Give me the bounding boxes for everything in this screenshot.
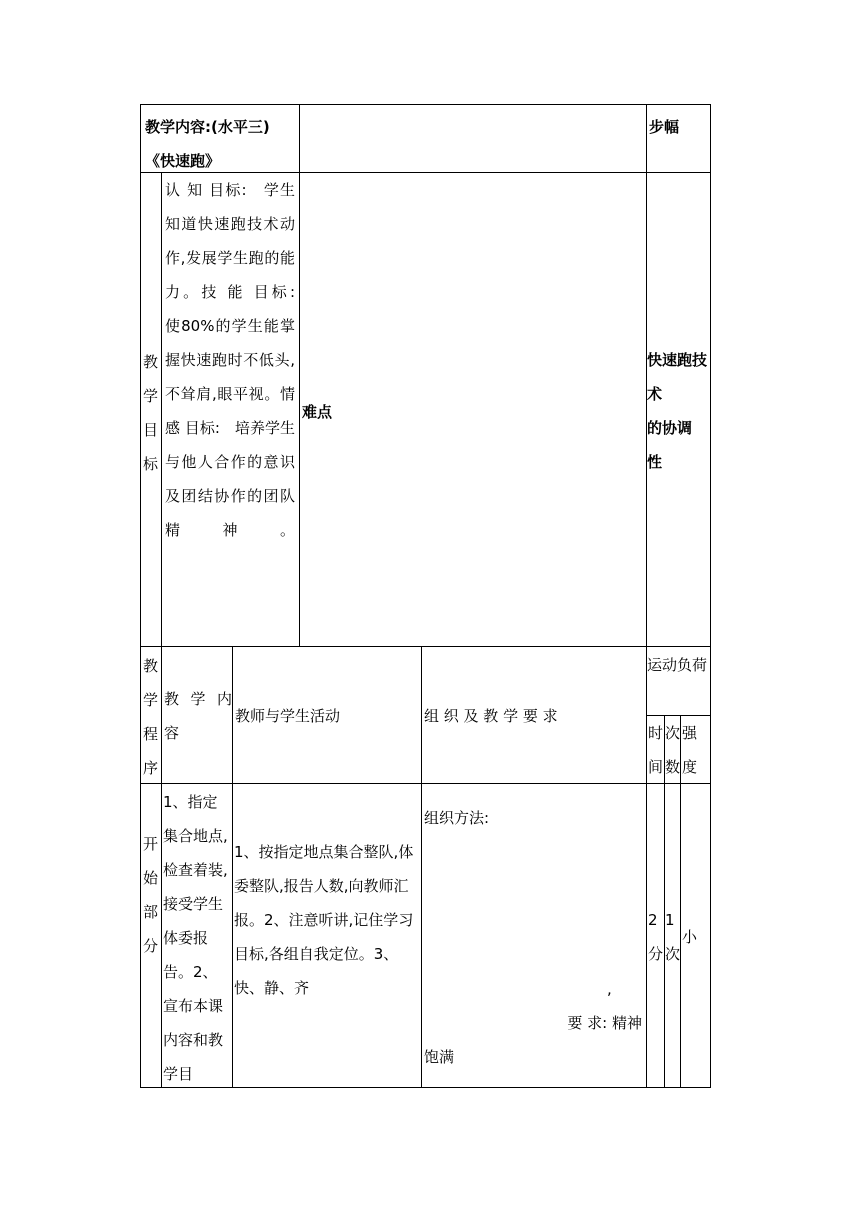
objectives-label-cell: 教学目标 xyxy=(140,172,162,647)
count-header-cell: 次数 xyxy=(664,715,681,784)
stride-label-cell: 步幅 xyxy=(646,104,711,173)
objectives-text-cell: 认 知 目标: 学生知道快速跑技术动作,发展学生跑的能力。技 能 目标: 使80%的学生能掌握快速跑时不低头,不耸肩,眼平视。情 感 目标: 培养学生与他人合作的意识及团结协作的团队精神。 xyxy=(161,172,300,647)
start-intensity-cell: 小 xyxy=(680,783,711,1088)
requirement-continuation-text: 饱满 xyxy=(424,1048,455,1066)
time-header-cell: 时间 xyxy=(646,715,665,784)
requirement-text: 要 求: 精神 xyxy=(567,1014,642,1032)
difficulty-label-cell: 难点 xyxy=(299,172,647,647)
org-method-text: 组织方法: xyxy=(424,809,490,827)
start-section-label-cell: 开始部分 xyxy=(140,783,162,1088)
comma-mark: , xyxy=(607,980,612,998)
start-content-cell: 1、指定集合地点,检查着装,接受学生体委报告。2、宣布本课内容和教学目 xyxy=(161,783,233,1088)
difficulty-text-cell: 快速跑技术 的协调 性 xyxy=(646,172,711,647)
start-count-cell: 1次 xyxy=(664,783,681,1088)
activities-header-cell: 教师与学生活动 xyxy=(232,646,422,784)
content-title-cell: 教学内容:(水平三) 《快速跑》 xyxy=(140,104,300,173)
load-header-cell: 运动负荷 xyxy=(646,646,711,716)
intensity-header-cell: 强度 xyxy=(680,715,711,784)
content-header-cell: 教 学 内容 xyxy=(161,646,233,784)
start-time-cell: 2分 xyxy=(646,783,665,1088)
start-organization-cell xyxy=(421,783,647,1088)
start-activities-cell: 1、按指定地点集合整队,体委整队,报告人数,向教师汇报。2、注意听讲,记住学习目标,各组自我定位。3、快、静、齐 xyxy=(232,783,422,1088)
organization-header-cell: 组 织 及 教 学 要 求 xyxy=(421,646,647,784)
procedure-label-cell: 教学程序 xyxy=(140,646,162,784)
header-empty-cell xyxy=(299,104,647,173)
